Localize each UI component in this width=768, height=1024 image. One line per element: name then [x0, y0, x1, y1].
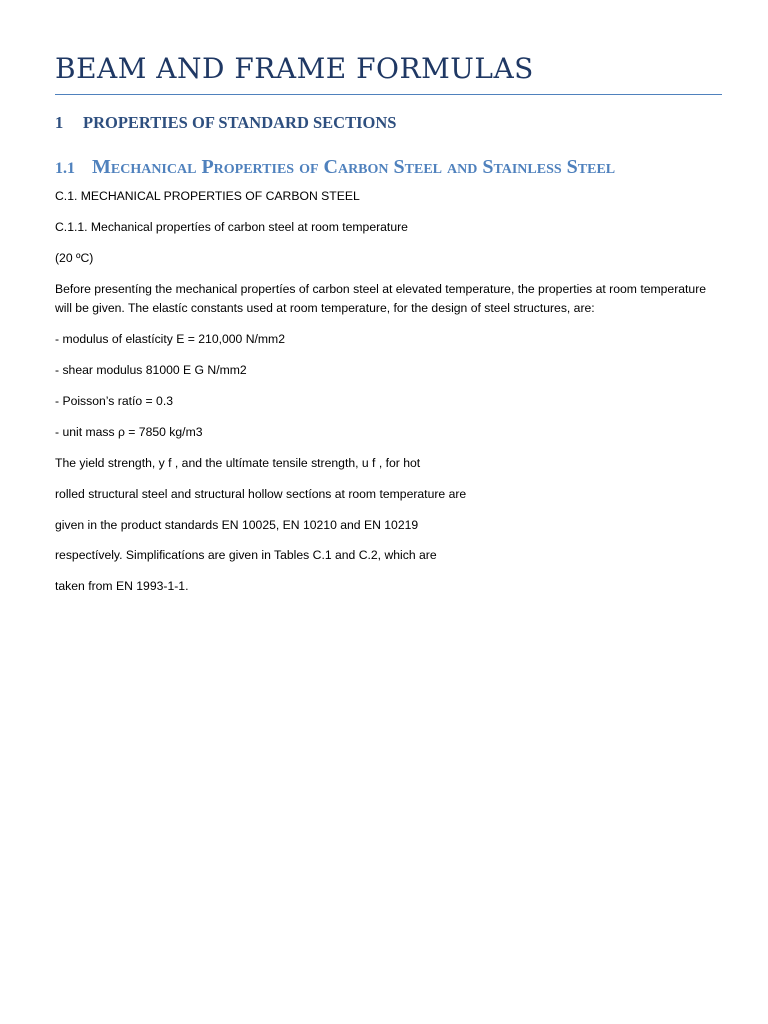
document-title: BEAM AND FRAME FORMULAS [55, 52, 534, 85]
section-number: 1 [55, 113, 64, 132]
paragraph: given in the product standards EN 10025, EN 10210 and EN 10219 [55, 518, 419, 532]
paragraph: Before presentíng the mechanical propertíes of carbon steel at elevated temperature, the properties at room temperature will be given. The elastíc constants used at room temperature, for the design of steel structures, are: [55, 282, 707, 315]
title-underline [55, 94, 722, 95]
paragraph: - unit mass ρ = 7850 kg/m3 [55, 425, 203, 439]
subsection-number: 1.1 [55, 160, 75, 177]
paragraph: (20 ºC) [55, 251, 94, 265]
paragraph: The yield strength, y f , and the ultímate tensile strength, u f , for hot [55, 456, 421, 470]
paragraph: respectívely. Simplificatíons are given in Tables C.1 and C.2, which are [55, 548, 437, 562]
subsection-label: Mechanical Properties of Carbon Steel and Stainless Steel [92, 156, 616, 178]
section-label: PROPERTIES OF STANDARD SECTIONS [83, 113, 397, 132]
subsection-heading [55, 156, 615, 179]
paragraph: - modulus of elastícity E = 210,000 N/mm2 [55, 332, 285, 346]
paragraph: - Poisson’s ratío = 0.3 [55, 394, 173, 408]
paragraph: taken from EN 1993-1-1. [55, 579, 189, 593]
paragraph: C.1.1. Mechanical propertíes of carbon steel at room temperature [55, 220, 408, 234]
paragraph: - shear modulus 81000 E G N/mm2 [55, 363, 247, 377]
paragraph: C.1. MECHANICAL PROPERTIES OF CARBON STEEL [55, 189, 360, 203]
section-heading [55, 113, 396, 133]
paragraph: rolled structural steel and structural hollow sectíons at room temperature are [55, 487, 467, 501]
